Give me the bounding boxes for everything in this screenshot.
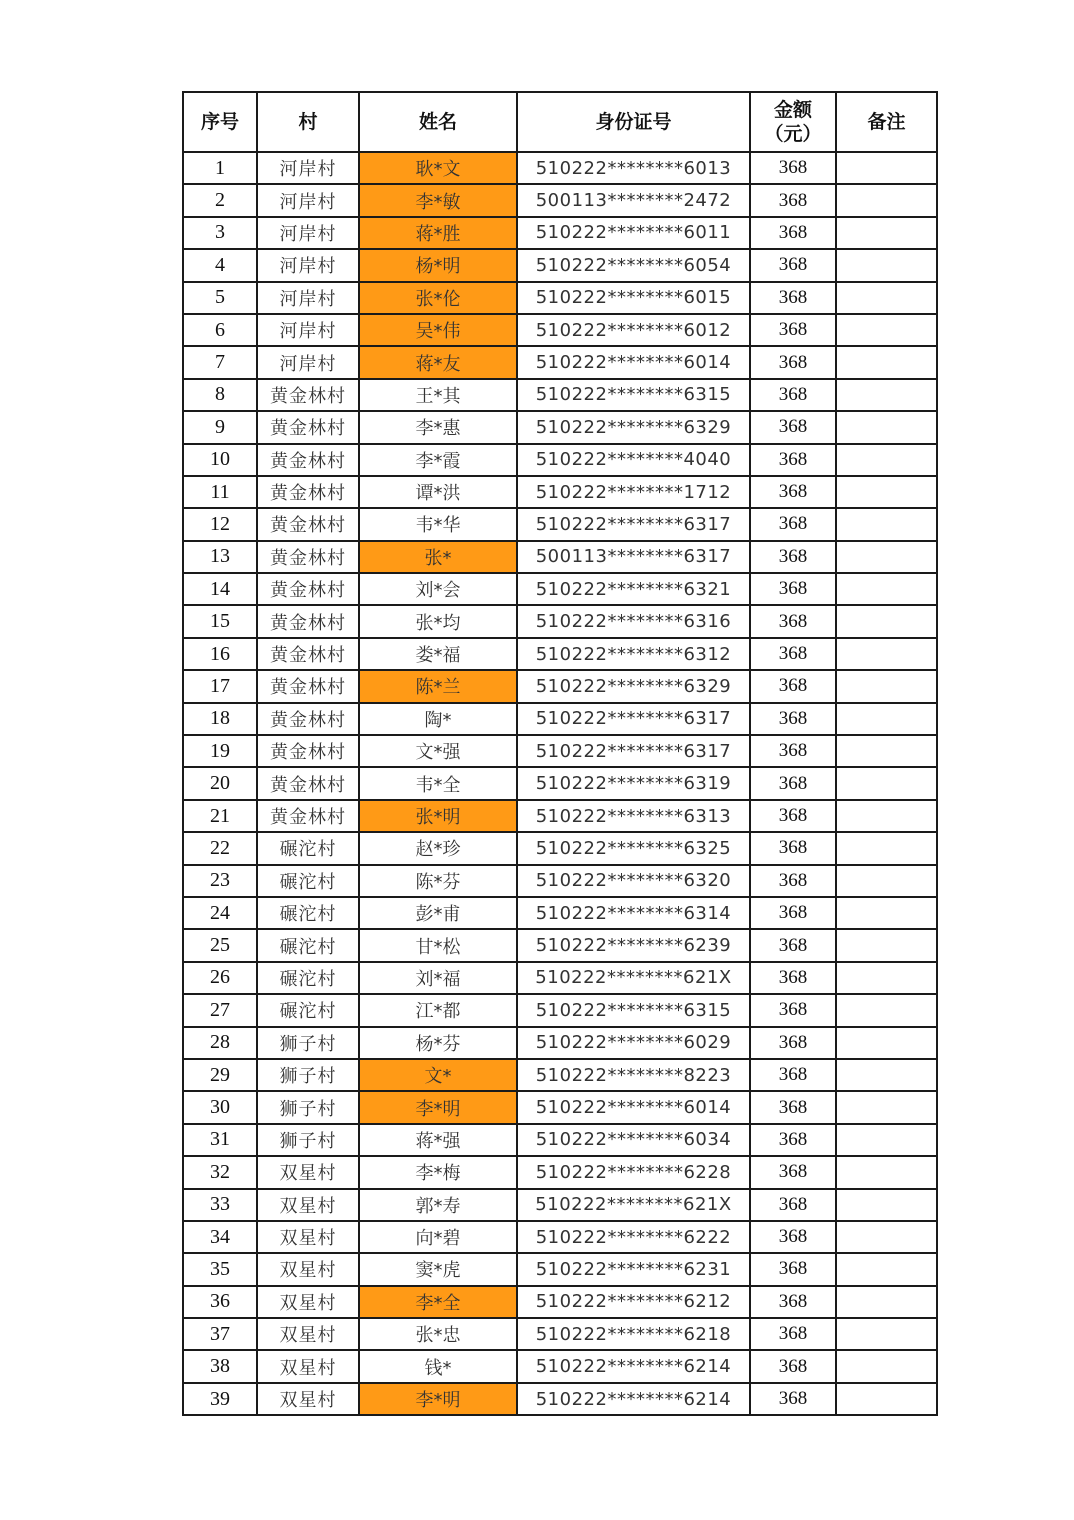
cell-index: 4 <box>183 249 257 281</box>
cell-village: 黄金林村 <box>257 638 359 670</box>
table-row <box>183 1253 937 1285</box>
cell-remark <box>836 670 937 702</box>
cell-name: 张*忠 <box>359 1318 517 1350</box>
cell-name: 李*明 <box>359 1091 517 1123</box>
cell-index: 11 <box>183 476 257 508</box>
table-row <box>183 476 937 508</box>
cell-amount: 368 <box>750 1027 836 1059</box>
cell-id-number: 500113********6317 <box>517 541 750 573</box>
table-row <box>183 1350 937 1382</box>
cell-village: 双星村 <box>257 1383 359 1415</box>
cell-amount: 368 <box>750 184 836 216</box>
cell-amount: 368 <box>750 1383 836 1415</box>
cell-index: 10 <box>183 444 257 476</box>
cell-village: 黄金林村 <box>257 379 359 411</box>
cell-amount: 368 <box>750 1221 836 1253</box>
cell-name: 文*强 <box>359 735 517 767</box>
cell-village: 双星村 <box>257 1286 359 1318</box>
cell-amount: 368 <box>750 962 836 994</box>
cell-index: 38 <box>183 1350 257 1382</box>
cell-index: 12 <box>183 508 257 540</box>
table-row <box>183 767 937 799</box>
cell-village: 双星村 <box>257 1253 359 1285</box>
cell-name: 赵*珍 <box>359 832 517 864</box>
cell-amount: 368 <box>750 605 836 637</box>
cell-name: 彭*甫 <box>359 897 517 929</box>
cell-index: 6 <box>183 314 257 346</box>
cell-remark <box>836 184 937 216</box>
table-body <box>183 152 937 1415</box>
cell-index: 21 <box>183 800 257 832</box>
cell-name: 张*明 <box>359 800 517 832</box>
cell-index: 39 <box>183 1383 257 1415</box>
cell-id-number: 510222********6239 <box>517 929 750 961</box>
cell-id-number: 510222********6315 <box>517 379 750 411</box>
cell-name: 刘*福 <box>359 962 517 994</box>
cell-remark <box>836 735 937 767</box>
cell-index: 32 <box>183 1156 257 1188</box>
cell-remark <box>836 1156 937 1188</box>
cell-remark <box>836 832 937 864</box>
cell-name: 向*碧 <box>359 1221 517 1253</box>
table-row <box>183 1318 937 1350</box>
cell-amount: 368 <box>750 444 836 476</box>
cell-name: 蒋*友 <box>359 346 517 378</box>
cell-id-number: 510222********6034 <box>517 1124 750 1156</box>
cell-id-number: 510222********6329 <box>517 670 750 702</box>
cell-village: 河岸村 <box>257 282 359 314</box>
cell-id-number: 510222********6014 <box>517 346 750 378</box>
cell-index: 26 <box>183 962 257 994</box>
cell-amount: 368 <box>750 411 836 443</box>
cell-remark <box>836 508 937 540</box>
cell-id-number: 510222********6319 <box>517 767 750 799</box>
cell-index: 25 <box>183 929 257 961</box>
cell-amount: 368 <box>750 152 836 184</box>
header-remark: 备注 <box>836 92 937 152</box>
cell-name: 李*霞 <box>359 444 517 476</box>
cell-name: 张*均 <box>359 605 517 637</box>
cell-name: 张* <box>359 541 517 573</box>
cell-id-number: 510222********6312 <box>517 638 750 670</box>
cell-amount: 368 <box>750 1124 836 1156</box>
cell-remark <box>836 962 937 994</box>
cell-village: 狮子村 <box>257 1124 359 1156</box>
table-row <box>183 1156 937 1188</box>
cell-id-number: 510222********6012 <box>517 314 750 346</box>
cell-name: 文* <box>359 1059 517 1091</box>
cell-index: 9 <box>183 411 257 443</box>
cell-remark <box>836 314 937 346</box>
cell-amount: 368 <box>750 865 836 897</box>
cell-name: 窦*虎 <box>359 1253 517 1285</box>
cell-id-number: 510222********6316 <box>517 605 750 637</box>
cell-index: 31 <box>183 1124 257 1156</box>
header-village: 村 <box>257 92 359 152</box>
header-amount <box>750 92 836 152</box>
cell-name: 江*都 <box>359 994 517 1026</box>
cell-remark <box>836 249 937 281</box>
cell-village: 河岸村 <box>257 217 359 249</box>
cell-name: 张*伦 <box>359 282 517 314</box>
table-row <box>183 1221 937 1253</box>
table-row <box>183 605 937 637</box>
cell-village: 双星村 <box>257 1350 359 1382</box>
cell-amount: 368 <box>750 929 836 961</box>
cell-amount: 368 <box>750 897 836 929</box>
cell-amount: 368 <box>750 508 836 540</box>
cell-id-number: 510222********621X <box>517 962 750 994</box>
cell-index: 35 <box>183 1253 257 1285</box>
table-row <box>183 379 937 411</box>
subsidy-table <box>182 91 938 1416</box>
cell-id-number: 510222********6214 <box>517 1383 750 1415</box>
cell-remark <box>836 638 937 670</box>
cell-remark <box>836 411 937 443</box>
table-row <box>183 573 937 605</box>
cell-name: 郭*寿 <box>359 1189 517 1221</box>
cell-village: 碾沱村 <box>257 832 359 864</box>
cell-amount: 368 <box>750 1189 836 1221</box>
cell-amount: 368 <box>750 379 836 411</box>
table-row <box>183 1286 937 1318</box>
cell-village: 黄金林村 <box>257 703 359 735</box>
cell-village: 河岸村 <box>257 184 359 216</box>
cell-id-number: 510222********6313 <box>517 800 750 832</box>
table-row <box>183 1027 937 1059</box>
table-row <box>183 962 937 994</box>
cell-amount: 368 <box>750 1253 836 1285</box>
cell-amount: 368 <box>750 314 836 346</box>
cell-name: 李*敏 <box>359 184 517 216</box>
cell-id-number: 510222********6315 <box>517 994 750 1026</box>
cell-amount: 368 <box>750 541 836 573</box>
cell-index: 27 <box>183 994 257 1026</box>
cell-amount: 368 <box>750 670 836 702</box>
cell-amount: 368 <box>750 1156 836 1188</box>
cell-id-number: 510222********6222 <box>517 1221 750 1253</box>
cell-index: 36 <box>183 1286 257 1318</box>
cell-id-number: 510222********6228 <box>517 1156 750 1188</box>
cell-name: 韦*全 <box>359 767 517 799</box>
cell-id-number: 510222********6013 <box>517 152 750 184</box>
cell-name: 谭*洪 <box>359 476 517 508</box>
cell-index: 22 <box>183 832 257 864</box>
table-row <box>183 249 937 281</box>
cell-remark <box>836 152 937 184</box>
table-row <box>183 638 937 670</box>
cell-remark <box>836 1350 937 1382</box>
cell-id-number: 510222********6218 <box>517 1318 750 1350</box>
cell-village: 碾沱村 <box>257 865 359 897</box>
cell-id-number: 500113********2472 <box>517 184 750 216</box>
header-amount-unit: （元） <box>764 123 822 145</box>
cell-village: 河岸村 <box>257 249 359 281</box>
table-row <box>183 929 937 961</box>
cell-remark <box>836 767 937 799</box>
cell-id-number: 510222********621X <box>517 1189 750 1221</box>
table-row <box>183 184 937 216</box>
cell-village: 黄金林村 <box>257 670 359 702</box>
cell-village: 河岸村 <box>257 314 359 346</box>
cell-index: 24 <box>183 897 257 929</box>
cell-remark <box>836 1059 937 1091</box>
cell-remark <box>836 1253 937 1285</box>
table-row <box>183 217 937 249</box>
cell-remark <box>836 605 937 637</box>
cell-remark <box>836 1286 937 1318</box>
cell-remark <box>836 379 937 411</box>
cell-remark <box>836 1124 937 1156</box>
cell-id-number: 510222********6329 <box>517 411 750 443</box>
cell-village: 黄金林村 <box>257 411 359 443</box>
cell-village: 河岸村 <box>257 152 359 184</box>
cell-village: 黄金林村 <box>257 444 359 476</box>
cell-remark <box>836 800 937 832</box>
cell-name: 陈*兰 <box>359 670 517 702</box>
cell-amount: 368 <box>750 735 836 767</box>
table-row <box>183 735 937 767</box>
table-row <box>183 1383 937 1415</box>
cell-index: 8 <box>183 379 257 411</box>
cell-amount: 368 <box>750 1059 836 1091</box>
cell-village: 黄金林村 <box>257 605 359 637</box>
cell-index: 1 <box>183 152 257 184</box>
table-row <box>183 444 937 476</box>
table-row <box>183 541 937 573</box>
cell-name: 陶* <box>359 703 517 735</box>
header-name: 姓名 <box>359 92 517 152</box>
cell-remark <box>836 1318 937 1350</box>
cell-remark <box>836 217 937 249</box>
cell-index: 7 <box>183 346 257 378</box>
cell-remark <box>836 444 937 476</box>
cell-index: 29 <box>183 1059 257 1091</box>
cell-amount: 368 <box>750 800 836 832</box>
cell-index: 5 <box>183 282 257 314</box>
cell-remark <box>836 1027 937 1059</box>
cell-index: 18 <box>183 703 257 735</box>
cell-remark <box>836 865 937 897</box>
cell-amount: 368 <box>750 638 836 670</box>
cell-id-number: 510222********6214 <box>517 1350 750 1382</box>
cell-village: 狮子村 <box>257 1027 359 1059</box>
cell-amount: 368 <box>750 249 836 281</box>
cell-village: 黄金林村 <box>257 800 359 832</box>
cell-id-number: 510222********6054 <box>517 249 750 281</box>
cell-village: 黄金林村 <box>257 735 359 767</box>
table-row <box>183 865 937 897</box>
cell-name: 杨*明 <box>359 249 517 281</box>
cell-village: 河岸村 <box>257 346 359 378</box>
cell-index: 17 <box>183 670 257 702</box>
cell-remark <box>836 282 937 314</box>
cell-remark <box>836 897 937 929</box>
cell-name: 李*全 <box>359 1286 517 1318</box>
table-row <box>183 1189 937 1221</box>
cell-village: 黄金林村 <box>257 476 359 508</box>
table-row <box>183 832 937 864</box>
table-row <box>183 897 937 929</box>
table-row <box>183 314 937 346</box>
cell-index: 20 <box>183 767 257 799</box>
cell-remark <box>836 703 937 735</box>
cell-index: 19 <box>183 735 257 767</box>
cell-amount: 368 <box>750 476 836 508</box>
cell-amount: 368 <box>750 767 836 799</box>
cell-amount: 368 <box>750 1350 836 1382</box>
cell-id-number: 510222********6317 <box>517 508 750 540</box>
cell-amount: 368 <box>750 994 836 1026</box>
cell-id-number: 510222********4040 <box>517 444 750 476</box>
cell-amount: 368 <box>750 1318 836 1350</box>
cell-name: 王*其 <box>359 379 517 411</box>
cell-id-number: 510222********6320 <box>517 865 750 897</box>
cell-amount: 368 <box>750 346 836 378</box>
cell-village: 黄金林村 <box>257 767 359 799</box>
cell-name: 韦*华 <box>359 508 517 540</box>
cell-village: 双星村 <box>257 1156 359 1188</box>
table-row <box>183 152 937 184</box>
cell-index: 23 <box>183 865 257 897</box>
cell-village: 碾沱村 <box>257 994 359 1026</box>
cell-name: 甘*松 <box>359 929 517 961</box>
cell-id-number: 510222********6011 <box>517 217 750 249</box>
cell-name: 李*惠 <box>359 411 517 443</box>
cell-amount: 368 <box>750 573 836 605</box>
cell-index: 37 <box>183 1318 257 1350</box>
cell-village: 双星村 <box>257 1318 359 1350</box>
cell-village: 碾沱村 <box>257 962 359 994</box>
cell-id-number: 510222********8223 <box>517 1059 750 1091</box>
table-row <box>183 1124 937 1156</box>
cell-village: 碾沱村 <box>257 929 359 961</box>
cell-id-number: 510222********6325 <box>517 832 750 864</box>
cell-index: 13 <box>183 541 257 573</box>
cell-id-number: 510222********6321 <box>517 573 750 605</box>
cell-id-number: 510222********6015 <box>517 282 750 314</box>
cell-amount: 368 <box>750 1091 836 1123</box>
cell-name: 陈*芬 <box>359 865 517 897</box>
cell-name: 吴*伟 <box>359 314 517 346</box>
cell-id-number: 510222********6029 <box>517 1027 750 1059</box>
cell-index: 30 <box>183 1091 257 1123</box>
cell-remark <box>836 1189 937 1221</box>
cell-remark <box>836 1383 937 1415</box>
cell-remark <box>836 994 937 1026</box>
cell-name: 耿*文 <box>359 152 517 184</box>
table-row <box>183 994 937 1026</box>
cell-name: 杨*芬 <box>359 1027 517 1059</box>
header-amount-label: 金额 <box>773 99 812 121</box>
table-row <box>183 411 937 443</box>
cell-village: 碾沱村 <box>257 897 359 929</box>
cell-amount: 368 <box>750 282 836 314</box>
cell-name: 刘*会 <box>359 573 517 605</box>
cell-name: 李*明 <box>359 1383 517 1415</box>
cell-id-number: 510222********6317 <box>517 735 750 767</box>
cell-id-number: 510222********6014 <box>517 1091 750 1123</box>
cell-remark <box>836 541 937 573</box>
table-row <box>183 1091 937 1123</box>
cell-village: 黄金林村 <box>257 541 359 573</box>
cell-id-number: 510222********6317 <box>517 703 750 735</box>
header-id-number: 身份证号 <box>517 92 750 152</box>
cell-id-number: 510222********6231 <box>517 1253 750 1285</box>
cell-amount: 368 <box>750 703 836 735</box>
cell-remark <box>836 1221 937 1253</box>
cell-index: 3 <box>183 217 257 249</box>
cell-remark <box>836 476 937 508</box>
cell-remark <box>836 573 937 605</box>
cell-village: 狮子村 <box>257 1059 359 1091</box>
cell-amount: 368 <box>750 217 836 249</box>
table-row <box>183 346 937 378</box>
cell-village: 黄金林村 <box>257 508 359 540</box>
cell-index: 2 <box>183 184 257 216</box>
cell-id-number: 510222********1712 <box>517 476 750 508</box>
cell-remark <box>836 346 937 378</box>
cell-index: 14 <box>183 573 257 605</box>
header-index: 序号 <box>183 92 257 152</box>
cell-index: 34 <box>183 1221 257 1253</box>
cell-index: 16 <box>183 638 257 670</box>
table-row <box>183 703 937 735</box>
cell-amount: 368 <box>750 1286 836 1318</box>
cell-remark <box>836 929 937 961</box>
header-row <box>183 92 937 152</box>
cell-village: 双星村 <box>257 1189 359 1221</box>
cell-name: 娄*福 <box>359 638 517 670</box>
cell-village: 双星村 <box>257 1221 359 1253</box>
table-row <box>183 1059 937 1091</box>
cell-id-number: 510222********6314 <box>517 897 750 929</box>
cell-name: 蒋*强 <box>359 1124 517 1156</box>
cell-amount: 368 <box>750 832 836 864</box>
table-row <box>183 282 937 314</box>
cell-id-number: 510222********6212 <box>517 1286 750 1318</box>
cell-name: 蒋*胜 <box>359 217 517 249</box>
cell-index: 15 <box>183 605 257 637</box>
cell-village: 狮子村 <box>257 1091 359 1123</box>
cell-name: 李*梅 <box>359 1156 517 1188</box>
table-row <box>183 508 937 540</box>
table-row <box>183 800 937 832</box>
cell-remark <box>836 1091 937 1123</box>
cell-index: 33 <box>183 1189 257 1221</box>
table-row <box>183 670 937 702</box>
cell-village: 黄金林村 <box>257 573 359 605</box>
cell-name: 钱* <box>359 1350 517 1382</box>
cell-index: 28 <box>183 1027 257 1059</box>
